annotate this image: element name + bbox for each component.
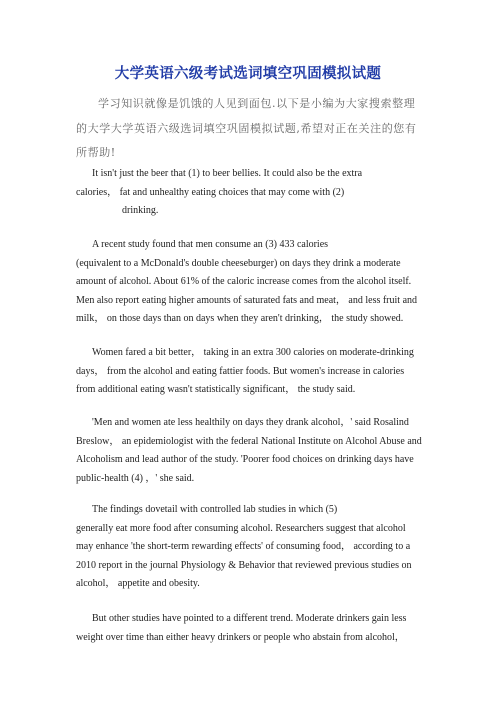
text-line: from additional eating wasn't statistically significant， the study said.: [76, 384, 356, 395]
text-line: amount of alcohol. About 61% of the caloric increase comes from the alcohol itself.: [76, 276, 412, 287]
document-title: 大学英语六级考试选词填空巩固模拟试题: [114, 66, 382, 82]
text-line: Women fared a bit better， taking in an extra 300 calories on moderate-drinking: [92, 347, 414, 358]
text-line: weight over time than either heavy drinkers or people who abstain from alcohol，: [76, 631, 405, 643]
text-line: The findings dovetail with controlled lab studies in which (5): [92, 504, 338, 515]
text-line: (equivalent to a McDonald's double cheeseburger) on days they drink a moderate: [76, 257, 401, 269]
text-line: But other studies have pointed to a different trend. Moderate drinkers gain less: [92, 613, 407, 624]
text-line: alcohol， appetite and obesity.: [76, 578, 200, 589]
text-line: 'Men and women ate less healthily on days they drank alcohol，' said Rosalind: [92, 417, 409, 428]
text-line: drinking.: [122, 205, 159, 216]
text-line: milk， on those days than on days when they aren't drinking， the study showed.: [76, 313, 404, 324]
paragraph-2: [76, 236, 428, 329]
text-line: public-health (4) ，' she said.: [76, 472, 195, 484]
text-line: calories， fat and unhealthy eating choices that may come with (2): [76, 186, 345, 198]
paragraph-6: [76, 610, 428, 647]
text-line: It isn't just the beer that (1) to beer bellies. It could also be the extra: [92, 168, 363, 179]
text-line: 2010 report in the journal Physiology & Behavior that reviewed previous studies on: [76, 559, 412, 571]
text-line: Alcoholism and lead author of the study. 'Poorer food choices on drinking days have: [76, 454, 414, 465]
paragraph-5: [76, 501, 428, 594]
text-line: Men also report eating higher amounts of saturated fats and meat， and less fruit and: [76, 294, 418, 306]
text-line: may enhance 'the short-term rewarding effects' of consuming food， according to a: [76, 541, 411, 552]
text-line: A recent study found that men consume an (3) 433 calories: [92, 239, 329, 250]
paragraph-3: [76, 344, 428, 400]
paragraph-4: [76, 414, 428, 488]
text-line: days， from the alcohol and eating fattier foods. But women's increase in calories: [76, 365, 405, 377]
paragraph-1: [76, 165, 428, 221]
intro-paragraph: 学习知识就像是饥饿的人见到面包.以下是小编为大家搜索整理的大学大学英语六级选词填空巩固模拟试题,希望对正在关注的您有所帮助!: [76, 97, 417, 159]
text-line: Breslow， an epidemiologist with the federal National Institute on Alcohol Abuse and: [76, 435, 422, 447]
text-line: generally eat more food after consuming alcohol. Researchers suggest that alcohol: [76, 522, 406, 534]
